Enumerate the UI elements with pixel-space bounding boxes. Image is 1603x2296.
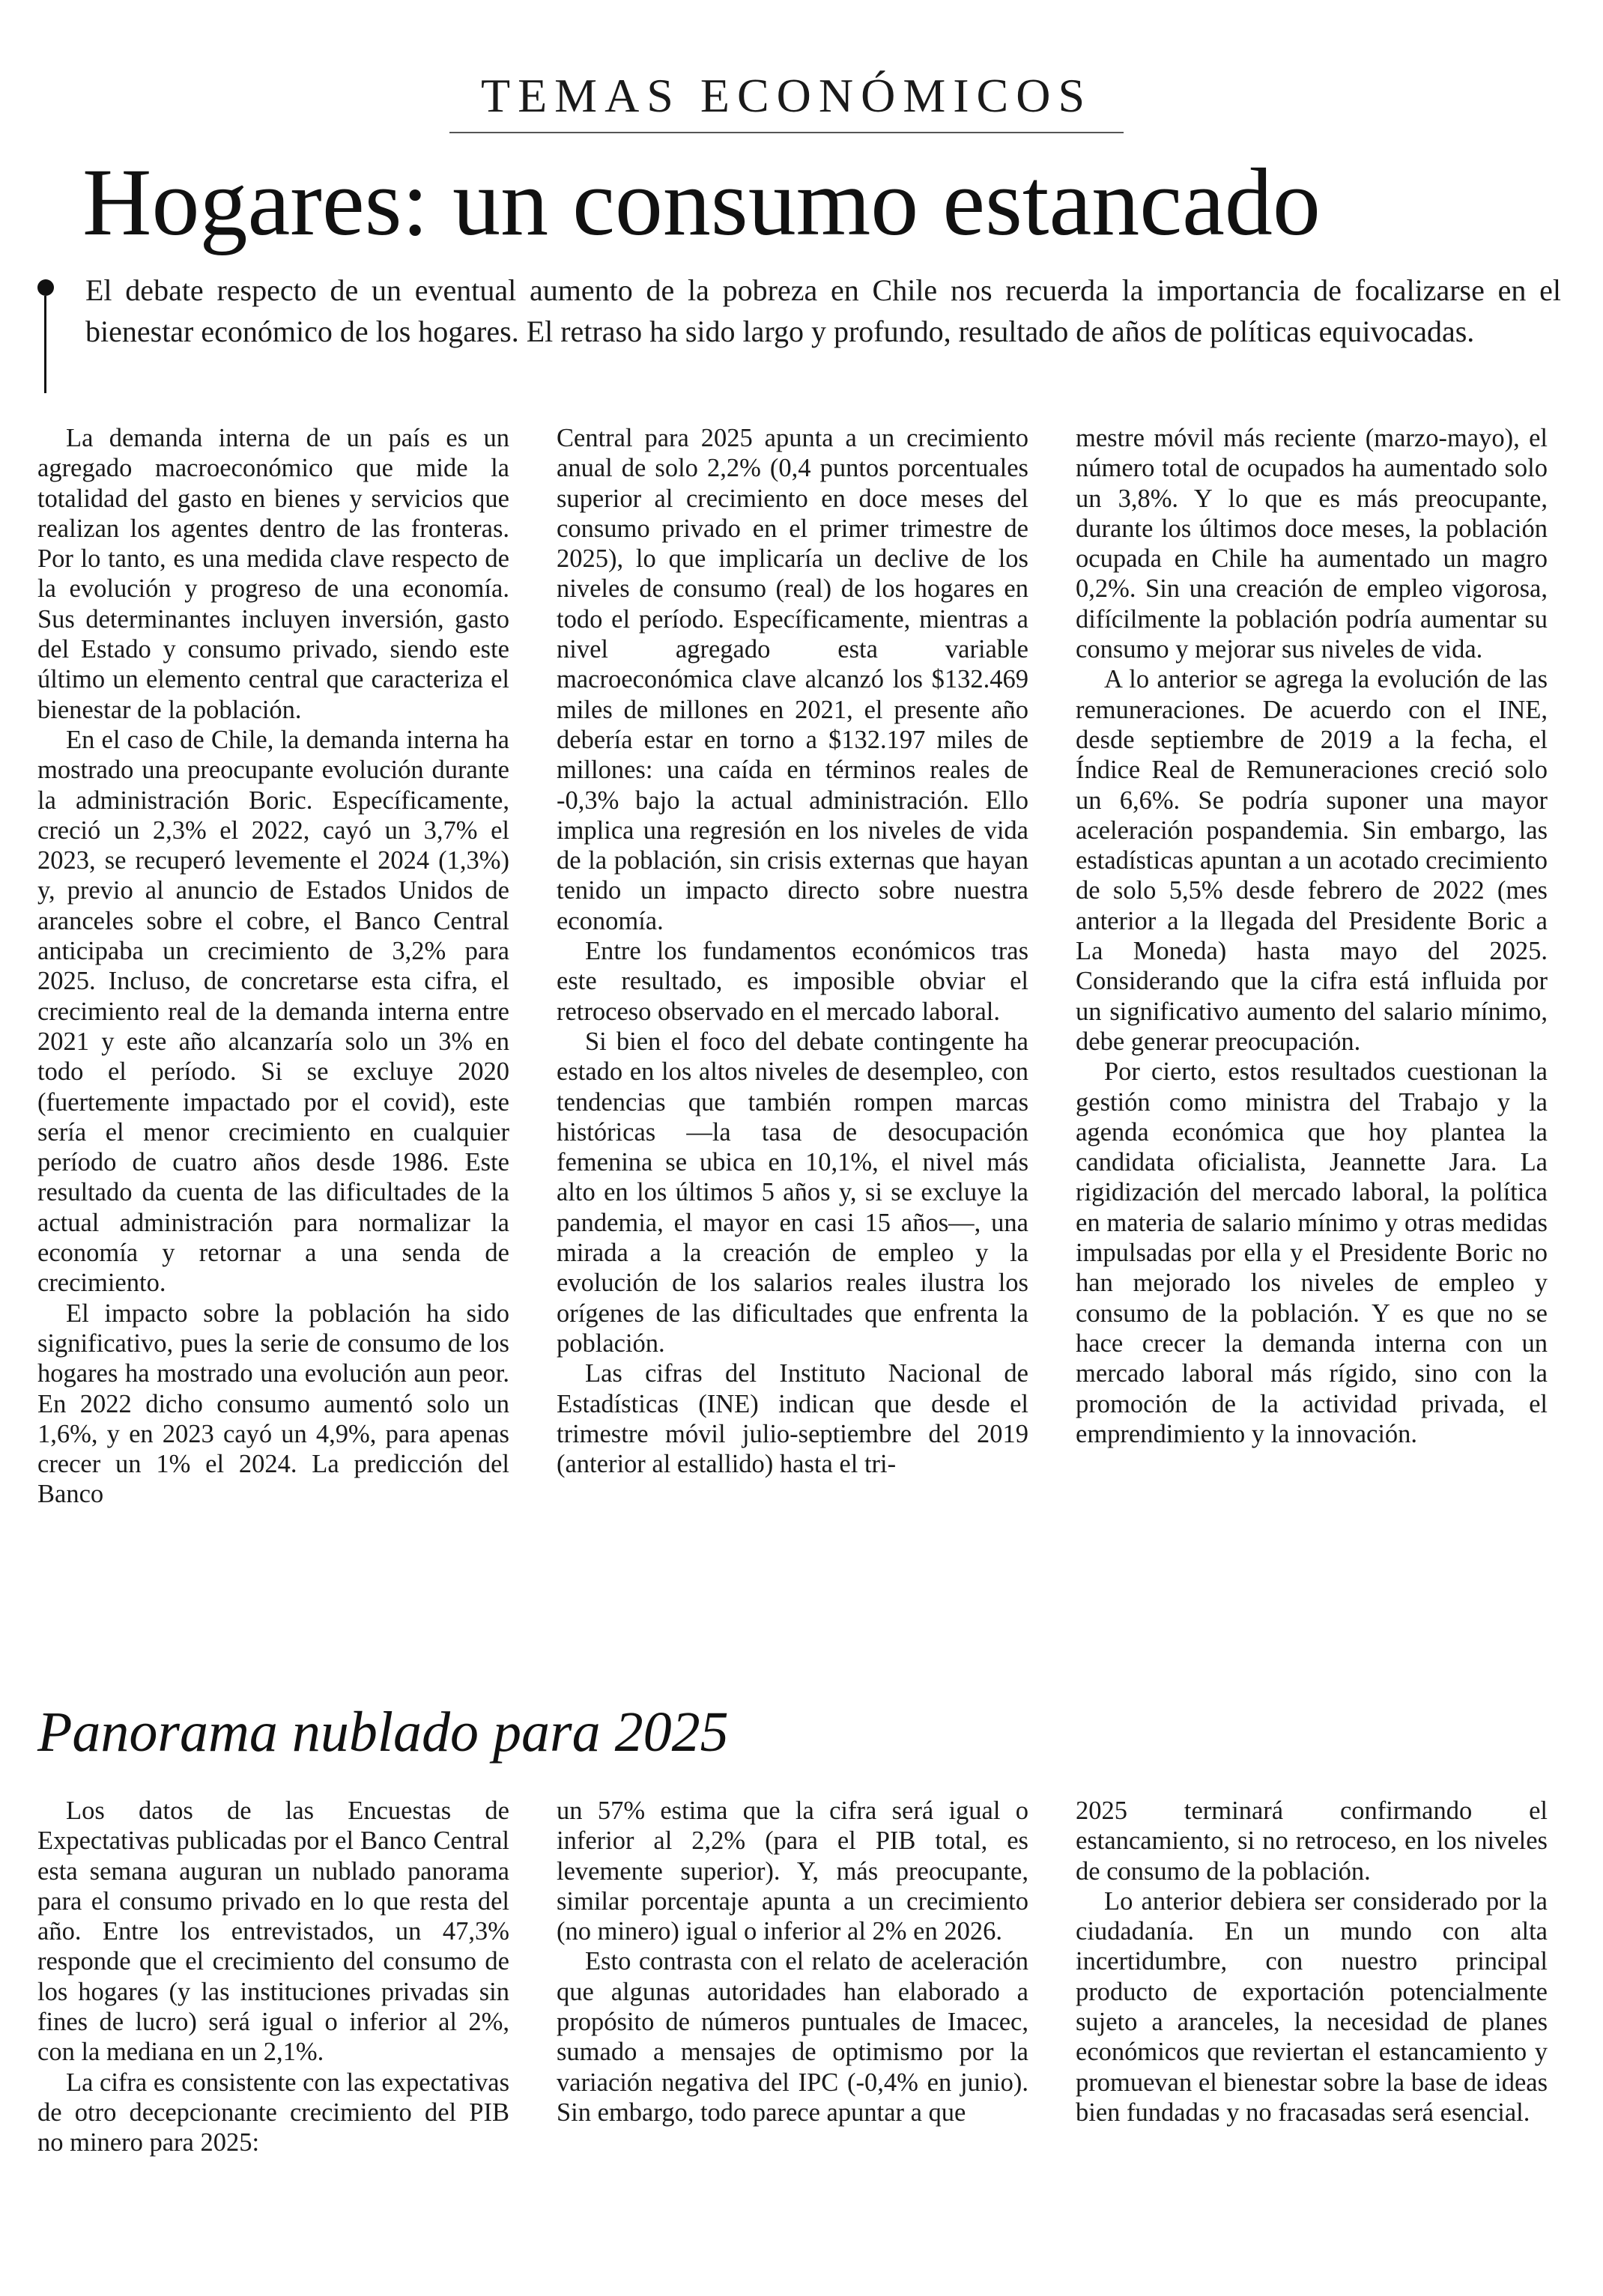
headline: Hogares: un consumo estancado	[82, 149, 1321, 255]
paragraph: un 57% estima que la cifra será igual o inferior al 2,2% (para el PIB total, es levemente superior). Y, más preocupante, similar porcentaje apunta a un crecimiento (no minero) igual o inferior al 2% en 2026.	[557, 1797, 1028, 1946]
top-column-2	[557, 423, 1028, 1479]
section-label: TEMAS ECONÓMICOS	[480, 69, 1093, 122]
bottom-column-2	[557, 1796, 1028, 2128]
lead-paragraph	[85, 270, 1561, 352]
paragraph: En el caso de Chile, la demanda interna ha mostrado una preocupante evolución durante la administración Boric. Específicamente, creció un 2,3% el 2022, cayó un 3,7% el 2023, se recuperó levemente el 2024 (1,3%) y, previo al anuncio de Estados Unidos de aranceles sobre el cobre, el Banco Central anticipaba un crecimiento de 3,2% para 2025. Incluso, de concretarse esta cifra, el crecimiento real de la demanda interna entre 2021 y este año alcanzaría solo un 3% en todo el período. Si se excluye 2020 (fuertemente impactado por el covid), este sería el menor crecimiento en cualquier período de cuatro años desde 1986. Este resultado da cuenta de las dificultades de la actual administración para normalizar la economía y retornar a una senda de crecimiento.	[37, 725, 509, 1298]
paragraph: Si bien el foco del debate contingente ha estado en los altos niveles de desempleo, con tendencias que también rompen marcas históricas —la tasa de desocupación femenina se ubica en 10,1%, el nivel más alto en los últimos 5 años y, si se excluye la pandemia, el mayor en casi 15 años—, una mirada a la creación de empleo y la evolución de los salarios reales ilustra los orígenes de las dificultades que enfrenta la población.	[557, 1027, 1028, 1358]
paragraph: Central para 2025 apunta a un crecimiento anual de solo 2,2% (0,4 puntos porcentuales superior al crecimiento en doce meses del consumo privado en el primer trimestre de 2025), lo que implicaría un declive de los niveles de consumo (real) de los hogares en todo el período. Específicamente, mientras a nivel agregado esta variable macroeconómica clave alcanzó los $132.469 miles de millones en 2021, el presente año debería estar en torno a $132.197 miles de millones: una caída en términos reales de -0,3% bajo la actual administración. Ello implica una regresión en los niveles de vida de la población, sin crisis externas que hayan tenido un impacto directo sobre nuestra economía.	[557, 424, 1028, 935]
paragraph: Los datos de las Encuestas de Expectativas publicadas por el Banco Central esta semana auguran un nublado panorama para el consumo privado en lo que resta del año. Entre los entrevistados, un 47,3% responde que el crecimiento del consumo de los hogares (y las instituciones privadas sin fines de lucro) será igual o inferior al 2%, con la mediana en un 2,1%.	[37, 1797, 509, 2067]
paragraph: Lo anterior debiera ser considerado por la ciudadanía. En un mundo con alta incertidumbre, con nuestro principal producto de exportación potencialmente sujeto a aranceles, la necesidad de planes económicos que reviertan el estancamiento y promuevan el bienestar sobre la base de ideas bien fundadas y no fracasadas será esencial.	[1076, 1886, 1548, 2127]
paragraph: A lo anterior se agrega la evolución de las remuneraciones. De acuerdo con el INE, desde septiembre de 2019 a la fecha, el Índice Real de Remuneraciones creció solo un 6,6%. Se podría suponer una mayor aceleración pospandemia. Sin embargo, las estadísticas apuntan a un acotado crecimiento de solo 5,5% desde febrero de 2022 (mes anterior a la llegada del Presidente Boric a La Moneda) hasta mayo del 2025. Considerando que la cifra está influida por un significativo aumento del salario mínimo, debe generar preocupación.	[1076, 665, 1548, 1056]
paragraph: Esto contrasta con el relato de aceleración que algunas autoridades han elaborado a propósito de números puntuales de Imacec, sumado a mensajes de optimismo por la variación negativa del IPC (-0,4% en junio). Sin embargo, todo parece apuntar a que	[557, 1947, 1028, 2127]
paragraph: Por cierto, estos resultados cuestionan la gestión como ministra del Trabajo y la agenda económica que hoy plantea la candidata oficialista, Jeannette Jara. La rigidización del mercado laboral, la política en materia de salario mínimo y otras medidas impulsadas por ella y el Presidente Boric no han mejorado los niveles de empleo y consumo de la población. Y es que no se hace crecer la demanda interna con un mercado laboral más rígido, sino con la promoción de la actividad privada, el emprendimiento y la innovación.	[1076, 1057, 1548, 1448]
paragraph: mestre móvil más reciente (marzo-mayo), el número total de ocupados ha aumentado solo un 3,8%. Y lo que es más preocupante, durante los últimos doce meses, la población ocupada en Chile ha aumentado un magro 0,2%. Sin una creación de empleo vigorosa, difícilmente la población podría aumentar su consumo y mejorar sus niveles de vida.	[1076, 424, 1548, 664]
paragraph: La demanda interna de un país es un agregado macroeconómico que mide la totalidad del gasto en bienes y servicios que realizan los agentes dentro de las fronteras. Por lo tanto, es una medida clave respecto de la evolución y progreso de una economía. Sus determinantes incluyen inversión, gasto del Estado y consumo privado, siendo este último un elemento central que caracteriza el bienestar de la población.	[37, 424, 509, 724]
lead-rule	[44, 296, 46, 393]
paragraph: El impacto sobre la población ha sido significativo, pues la serie de consumo de los hogares ha mostrado una evolución aun peor. En 2022 dicho consumo aumentó solo un 1,6%, y en 2023 cayó un 4,9%, para apenas crecer un 1% el 2024. La predicción del Banco	[37, 1299, 509, 1509]
section-rule	[449, 132, 1124, 133]
subheading: Panorama nublado para 2025	[37, 1701, 729, 1764]
bottom-column-3	[1076, 1796, 1548, 2128]
lead-text: El debate respecto de un eventual aumento de la pobreza en Chile nos recuerda la importancia de focalizarse en el bienestar económico de los hogares. El retraso ha sido largo y profundo, resultado de años de políticas equivocadas.	[85, 273, 1561, 348]
paragraph: Entre los fundamentos económicos tras este resultado, es imposible obviar el retroceso observado en el mercado laboral.	[557, 937, 1028, 1026]
paragraph: La cifra es consistente con las expectativas de otro decepcionante crecimiento del PIB no minero para 2025:	[37, 2068, 509, 2157]
top-column-1	[37, 423, 509, 1510]
top-column-3	[1076, 423, 1548, 1449]
paragraph: 2025 terminará confirmando el estancamiento, si no retroceso, en los niveles de consumo de la población.	[1076, 1797, 1548, 1886]
paragraph: Las cifras del Instituto Nacional de Estadísticas (INE) indican que desde el trimestre móvil julio-septiembre del 2019 (anterior al estallido) hasta el tri-	[557, 1359, 1028, 1479]
bottom-column-1	[37, 1796, 509, 2158]
lead-bullet-icon	[37, 279, 54, 296]
